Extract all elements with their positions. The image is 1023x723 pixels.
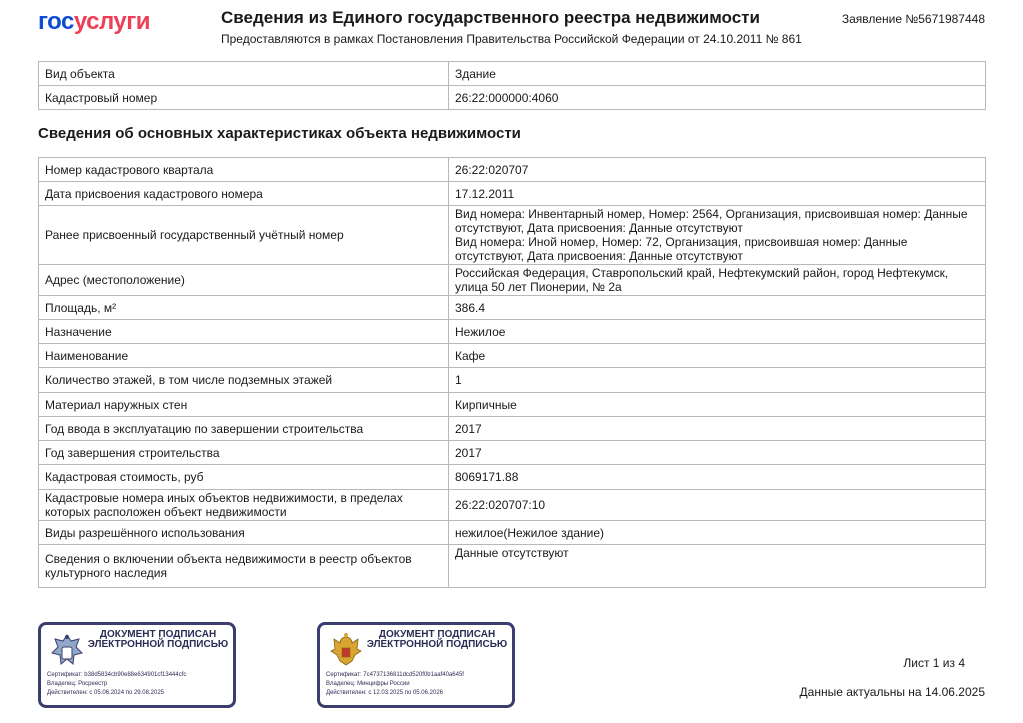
table-row: [39, 344, 986, 368]
table-row: [39, 86, 986, 110]
field-label: Виды разрешённого использования: [39, 521, 449, 545]
field-value: 386.4: [449, 296, 986, 320]
stamp-valid: Действителен: с 05.06.2024 по 29.08.2025: [47, 690, 164, 696]
table-row: [39, 158, 986, 182]
signature-stamp-mintsifry: [317, 622, 515, 708]
field-label: Адрес (местоположение): [39, 265, 449, 296]
field-value: 8069171.88: [449, 465, 986, 490]
field-label: Кадастровый номер: [39, 86, 449, 110]
field-label: Площадь, м²: [39, 296, 449, 320]
table-row: [39, 182, 986, 206]
table-row: [39, 417, 986, 441]
field-label: Наименование: [39, 344, 449, 368]
field-value: Данные отсутствуют: [449, 545, 986, 588]
field-value: нежилое(Нежилое здание): [449, 521, 986, 545]
field-value: Здание: [449, 62, 986, 86]
field-label: Вид объекта: [39, 62, 449, 86]
field-value: 17.12.2011: [449, 182, 986, 206]
field-value: 26:22:000000:4060: [449, 86, 986, 110]
field-value: Вид номера: Инвентарный номер, Номер: 2564, Организация, присвоившая номер: Данные отсутствуют, Дата присвоения: Данные отсутствуют Вид номера: Иной номер, Номер: 72, Организация, присвоившая номер: Данные отсутствуют, Дата присвоения: Данные отсутствуют: [449, 206, 986, 265]
coat-of-arms-icon: [328, 631, 364, 671]
stamp-valid: Действителен: с 12.03.2025 по 05.06.2026: [326, 690, 443, 696]
sheet-counter: Лист 1 из 4: [903, 656, 965, 670]
data-actual-date: Данные актуальны на 14.06.2025: [799, 685, 985, 699]
field-value: 26:22:020707: [449, 158, 986, 182]
field-label: Год ввода в эксплуатацию по завершении строительства: [39, 417, 449, 441]
stamp-certificate: Сертификат: 7c4737136811dcd520f0b1aaf40a645f: [326, 672, 464, 678]
table-row: [39, 296, 986, 320]
table-row: [39, 441, 986, 465]
field-label: Кадастровая стоимость, руб: [39, 465, 449, 490]
field-label: Количество этажей, в том числе подземных этажей: [39, 368, 449, 393]
field-label: Кадастровые номера иных объектов недвижимости, в пределах которых расположен объект недвижимости: [39, 490, 449, 521]
field-label: Материал наружных стен: [39, 393, 449, 417]
document-title: Сведения из Единого государственного реестра недвижимости: [221, 8, 760, 27]
document-subtitle: Предоставляются в рамках Постановления Правительства Российской Федерации от 24.10.2011 № 861: [221, 32, 802, 46]
field-value: Нежилое: [449, 320, 986, 344]
field-label: Год завершения строительства: [39, 441, 449, 465]
stamp-owner: Владелец: Росреестр: [47, 681, 108, 687]
table-row: [39, 545, 986, 588]
table-row: [39, 521, 986, 545]
field-label: Назначение: [39, 320, 449, 344]
field-value: Российская Федерация, Ставропольский край, Нефтекумский район, город Нефтекумск, улица 50 лет Пионерии, № 2а: [449, 265, 986, 296]
field-value: 2017: [449, 441, 986, 465]
stamp-title: ДОКУМЕНТ ПОДПИСАН ЭЛЕКТРОННОЙ ПОДПИСЬЮ: [87, 629, 229, 650]
rosreestr-emblem-icon: [49, 631, 85, 671]
field-label: Сведения о включении объекта недвижимости в реестр объектов культурного наследия: [39, 545, 449, 588]
table-row: [39, 490, 986, 521]
section-title: Сведения об основных характеристиках объекта недвижимости: [38, 125, 521, 142]
table-row: [39, 206, 986, 265]
signature-stamp-rosreestr: [38, 622, 236, 708]
object-table: [38, 61, 986, 110]
application-number: Заявление №5671987448: [841, 12, 985, 26]
table-row: [39, 465, 986, 490]
table-row: [39, 62, 986, 86]
table-row: [39, 320, 986, 344]
stamp-title: ДОКУМЕНТ ПОДПИСАН ЭЛЕКТРОННОЙ ПОДПИСЬЮ: [366, 629, 508, 650]
details-table: [38, 157, 986, 588]
table-row: [39, 368, 986, 393]
field-value: 26:22:020707:10: [449, 490, 986, 521]
stamp-certificate: Сертификат: b38d5834cb90e88e634901cf13444cfc: [47, 672, 187, 678]
field-label: Номер кадастрового квартала: [39, 158, 449, 182]
field-value: 2017: [449, 417, 986, 441]
gosuslugi-logo: госуслуги: [38, 8, 150, 35]
field-label: Ранее присвоенный государственный учётный номер: [39, 206, 449, 265]
field-value: Кирпичные: [449, 393, 986, 417]
table-row: [39, 265, 986, 296]
stamp-owner: Владелец: Минцифры России: [326, 681, 410, 687]
field-label: Дата присвоения кадастрового номера: [39, 182, 449, 206]
field-value: 1: [449, 368, 986, 393]
table-row: [39, 393, 986, 417]
field-value: Кафе: [449, 344, 986, 368]
